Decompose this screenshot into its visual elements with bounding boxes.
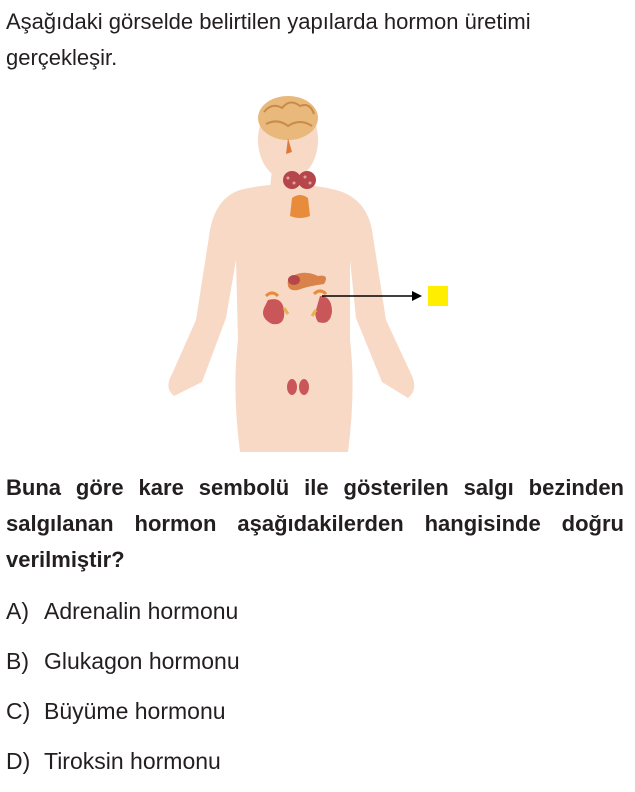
option-text: Glukagon hormonu [44, 648, 240, 674]
option-text: Büyüme hormonu [44, 698, 226, 724]
option-text: Adrenalin hormonu [44, 598, 239, 624]
option-c[interactable] [6, 692, 240, 742]
pituitary-icon [290, 195, 310, 218]
option-letter: C) [6, 698, 31, 724]
option-letter: A) [6, 598, 29, 624]
option-d[interactable] [6, 742, 240, 792]
option-a[interactable] [6, 592, 240, 642]
option-text: Tiroksin hormonu [44, 748, 221, 774]
answer-options [6, 592, 240, 792]
option-b[interactable] [6, 642, 240, 692]
endocrine-diagram [160, 90, 460, 452]
human-body-figure [160, 90, 460, 452]
option-letter: D) [6, 748, 31, 774]
option-letter: B) [6, 648, 29, 674]
square-marker-icon [428, 286, 448, 306]
question-text: Buna göre kare sembolü ile gösterilen salgı bezinden salgılanan hormon aşağıdakilerden hangisinde doğru verilmiştir? [6, 475, 624, 572]
intro-text: Aşağıdaki görselde belirtilen yapılarda hormon üretimi gerçekleşir. [6, 9, 531, 70]
